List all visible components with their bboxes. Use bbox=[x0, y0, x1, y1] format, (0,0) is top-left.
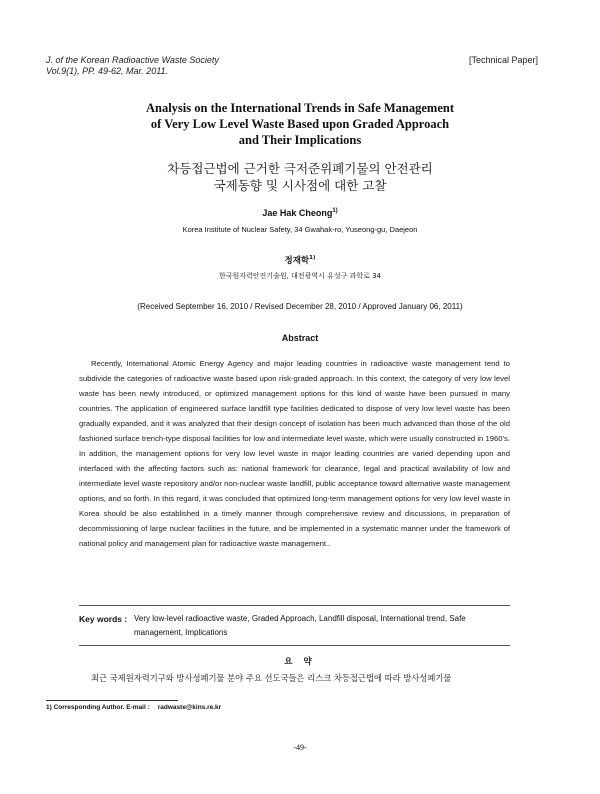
author-affiliation: Korea Institute of Nuclear Safety, 34 Gwahak-ro, Yuseong-gu, Daejeon bbox=[182, 225, 418, 234]
author-footnote-marker: 1) bbox=[332, 208, 338, 214]
keywords-top-divider bbox=[79, 605, 510, 606]
english-title bbox=[60, 100, 540, 148]
korean-title bbox=[60, 160, 540, 194]
abstract-body: Recently, International Atomic Energy Agency and major leading countries in radioactive waste management tend to subdivide the categories of radioactive waste based upon risk-graded approach. In this context, the category of very low level waste has been newly introduced, or optimized management options for this kind of waste have been pursued in many countries. The application of engineered surface landfill type facilities dedicated to dispose of very low level waste has been gradually expanded, and it was analyzed that their design concept of isolation has been much advanced than those of the old fashioned surface trench-type disposal facilities for low and intermediate level waste, which were usually constructed in 1960's. In addition, the management options for very low level waste in major leading countries are varied depending upon and interfaced with the affecting factors such as: national framework for clearance, legal and practical availability of low and intermediate level waste repository and/or non-nuclear waste landfill, public acceptance toward alternative waste management options, and so forth. In this regard, it was concluded that optimized long-term management options for very low level waste in Korea should be also established in a timely manner through comprehensive review and discussions, in preparation of decommissioning of large nuclear facilities in the future, and be implemented in a systematic manner under the framework of national policy and management plan for radioactive waste management.. bbox=[79, 359, 510, 548]
abstract-heading: Abstract bbox=[281, 333, 319, 343]
author-email: radwaste@kins.re.kr bbox=[157, 704, 222, 711]
english-title-line: of Very Low Level Waste Based upon Graded Approach bbox=[150, 117, 450, 131]
english-title-line: and Their Implications bbox=[238, 133, 362, 147]
corresponding-author-footnote bbox=[46, 704, 221, 711]
keywords-text: Very low-level radioactive waste, Graded Approach, Landfill disposal, International trend, Safe management, Implications bbox=[134, 614, 466, 637]
submission-dates: (Received September 16, 2010 / Revised December 28, 2010 / Approved January 06, 2011) bbox=[137, 302, 463, 311]
journal-name: J. of the Korean Radioactive Waste Society bbox=[46, 55, 219, 65]
english-title-line: Analysis on the International Trends in Safe Management bbox=[145, 101, 454, 115]
korean-title-line: 국제동향 및 시사점에 대한 고찰 bbox=[213, 178, 387, 193]
journal-citation bbox=[46, 55, 219, 77]
author-name bbox=[60, 208, 540, 218]
keywords-bottom-divider bbox=[79, 645, 510, 646]
keywords-label: Key words : bbox=[79, 614, 128, 624]
korean-author-name-text: 정재학 bbox=[284, 256, 310, 266]
korean-author-name bbox=[60, 254, 540, 266]
footnote-divider bbox=[46, 700, 178, 701]
page-number: -49- bbox=[293, 743, 307, 752]
journal-volume: Vol.9(1), PP. 49-62, Mar. 2011. bbox=[46, 66, 169, 76]
korean-summary-text: 최근 국제원자력기구와 방사성폐기물 분야 주요 선도국들은 리스크 차등접근법에 따라 방사성폐기물 bbox=[91, 673, 452, 683]
author-name-text: Jae Hak Cheong bbox=[262, 208, 333, 218]
korean-title-line: 차등접근법에 근거한 극저준위폐기물의 안전관리 bbox=[167, 161, 433, 176]
korean-author-footnote-marker: 1) bbox=[309, 255, 316, 262]
korean-summary-heading: 요 약 bbox=[284, 657, 316, 667]
footnote-label: 1) Corresponding Author. E-mail : bbox=[46, 704, 150, 711]
korean-author-affiliation: 한국원자력안전기술원, 대전광역시 유성구 과학로 34 bbox=[218, 272, 382, 280]
paper-type-label: [Technical Paper] bbox=[468, 55, 538, 65]
